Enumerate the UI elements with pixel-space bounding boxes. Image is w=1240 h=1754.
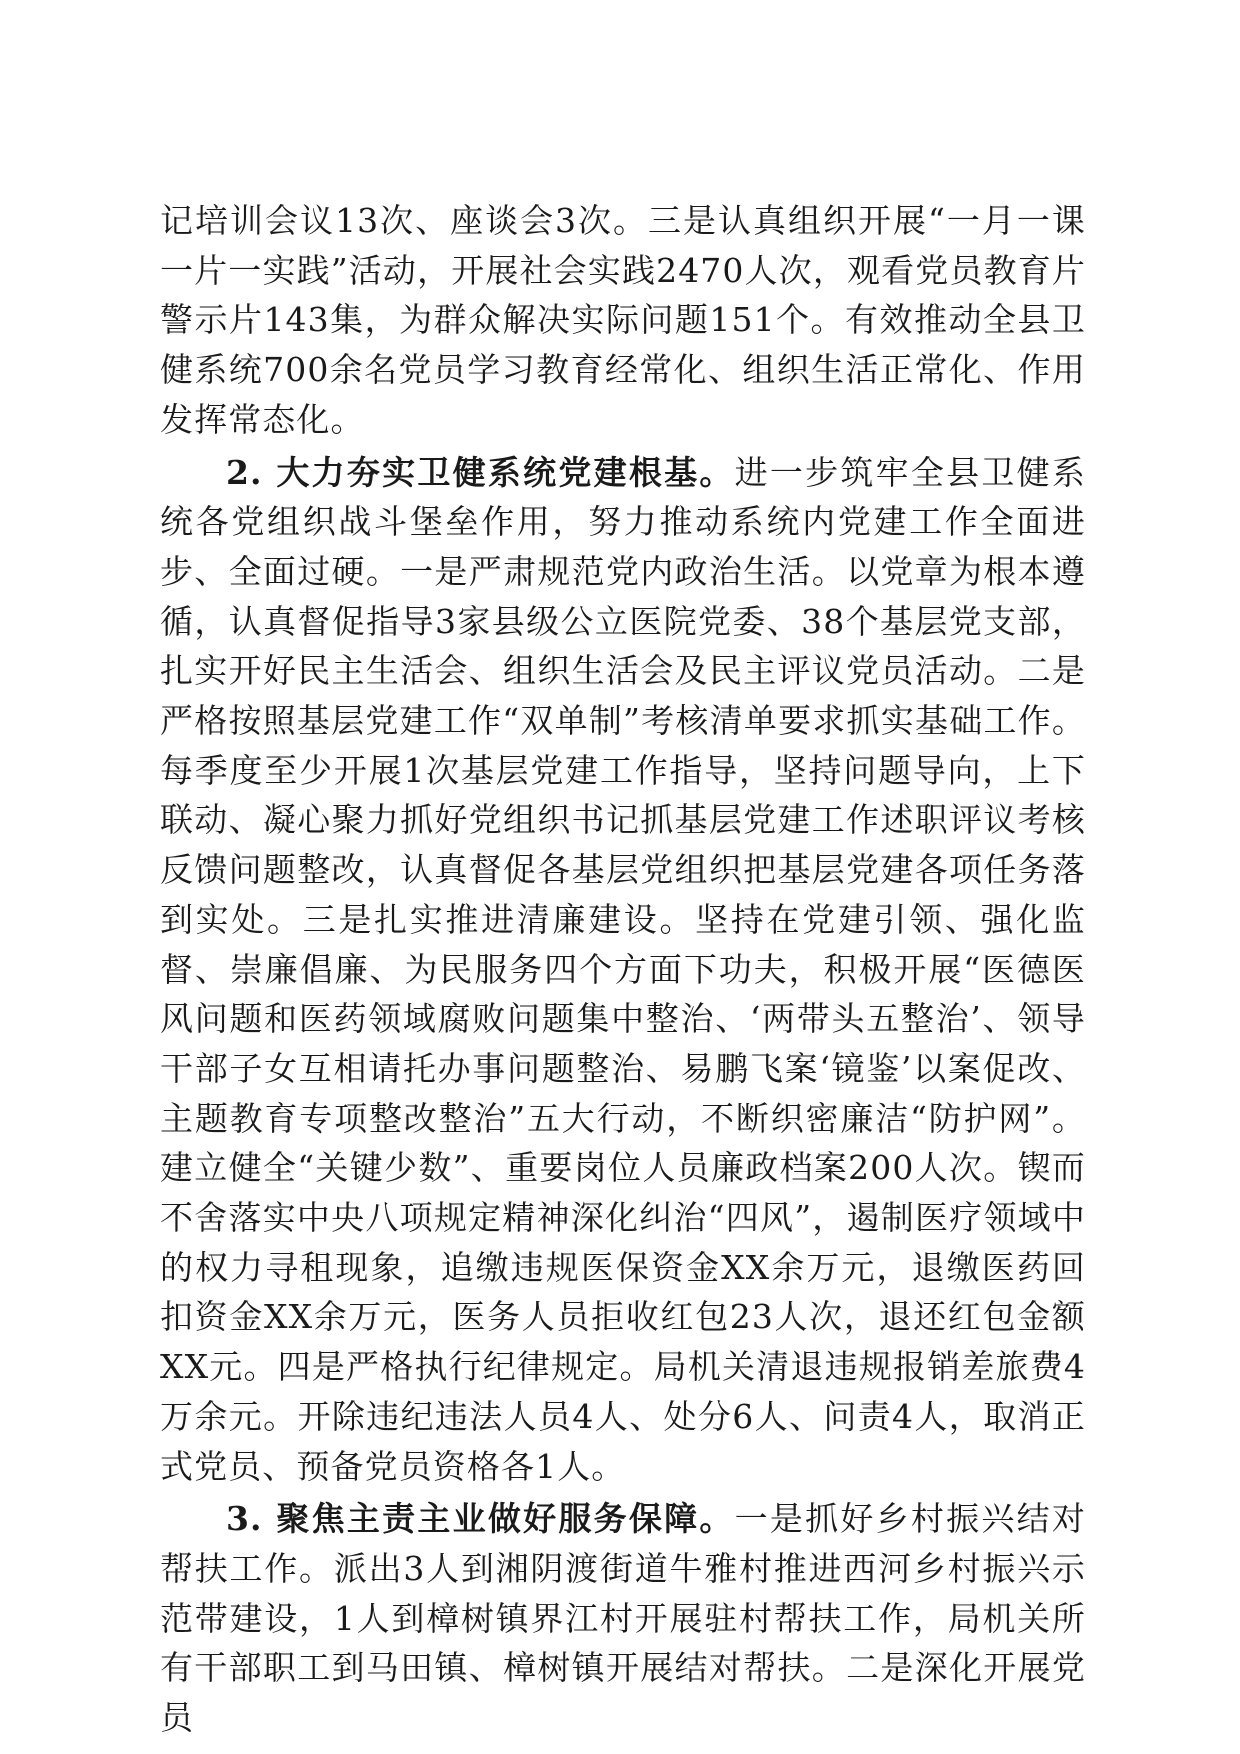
document-page [160, 196, 1086, 1743]
paragraph-1 [160, 196, 1086, 445]
paragraph-3-heading: 3. 聚焦主责主业做好服务保障。 [226, 1499, 735, 1539]
paragraph-1-body: 记培训会议13次、座谈会3次。三是认真组织开展“一月一课一片一实践”活动，开展社会实践2470人次，观看党员教育片警示片143集，为群众解决实际问题151个。有效推动全县卫健系统700余名党员学习教育经常化、组织生活正常化、作用发挥常态化。 [160, 201, 1086, 439]
paragraph-3-body: 一是抓好乡村振兴结对帮扶工作。派出3人到湘阴渡街道牛雅村推进西河乡村振兴示范带建设，1人到樟树镇界江村开展驻村帮扶工作，局机关所有干部职工到马田镇、樟树镇开展结对帮扶。二是深化开展党员 [160, 1499, 1087, 1738]
paragraph-3 [160, 1494, 1086, 1743]
paragraph-2-body: 进一步筑牢全县卫健系统各党组织战斗堡垒作用，努力推动系统内党建工作全面进步、全面过硬。一是严肃规范党内政治生活。以党章为根本遵循，认真督促指导3家县级公立医院党委、38个基层党支部，扎实开好民主生活会、组织生活会及民主评议党员活动。二是严格按照基层党建工作“双单制”考核清单要求抓实基础工作。每季度至少开展1次基层党建工作指导，坚持问题导向，上下联动、凝心聚力抓好党组织书记抓基层党建工作述职评议考核反馈问题整改，认真督促各基层党组织把基层党建各项任务落到实处。三是扎实推进清廉建设。坚持在党建引领、强化监督、崇廉倡廉、为民服务四个方面下功夫，积极开展“医德医风问题和医药领域腐败问题集中整治、‘两带头五整治’、领导干部子女互相请托办事问题整治、易鹏飞案‘镜鉴’以案促改、主题教育专项整改整治”五大行动，不断织密廉洁“防护网”。建立健全“关键少数”、重要岗位人员廉政档案200人次。锲而不舍落实中央八项规定精神深化纠治“四风”，遏制医疗领域中的权力寻租现象，追缴违规医保资金XX余万元，退缴医药回扣资金XX余万元，医务人员拒收红包23人次，退还红包金额XX元。四是严格执行纪律规定。局机关清退违规报销差旅费4万余元。开除违纪违法人员4人、处分6人、问责4人，取消正式党员、预备党员资格各1人。 [160, 452, 1087, 1486]
paragraph-2-heading: 2. 大力夯实卫健系统党建根基。 [226, 452, 735, 492]
paragraph-2 [160, 448, 1086, 1492]
